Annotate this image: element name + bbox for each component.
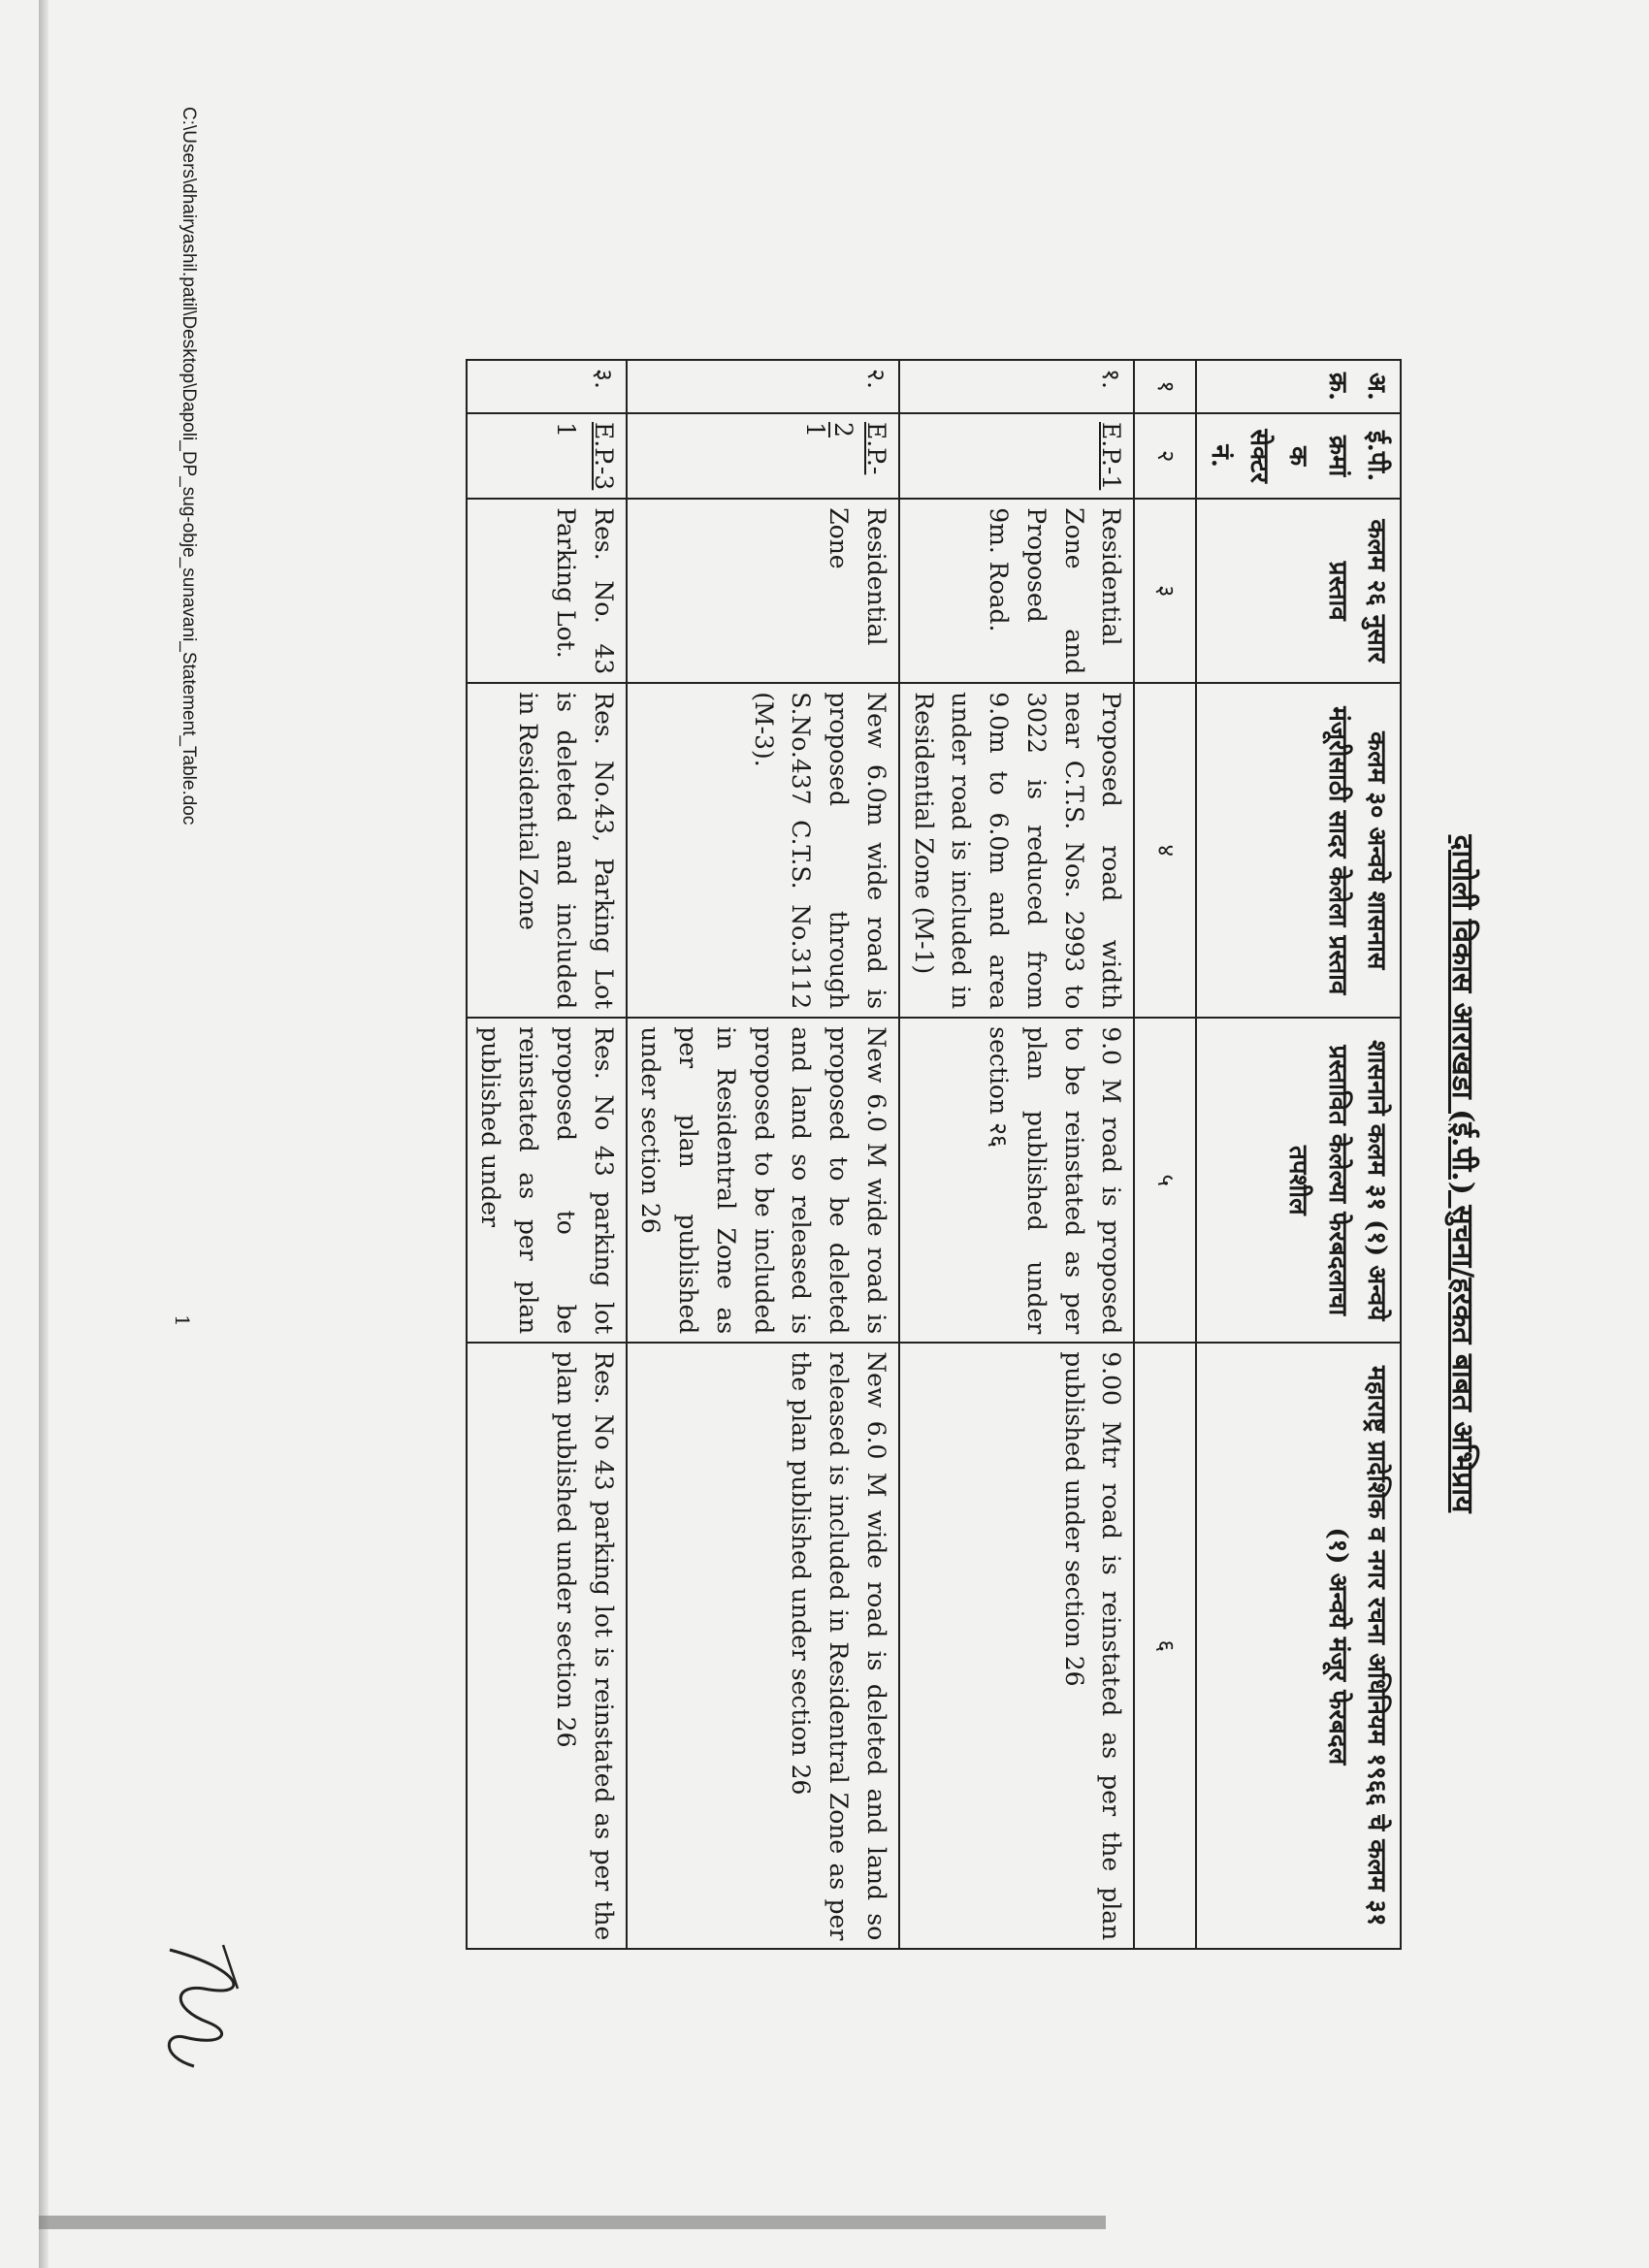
column-number: ३ (1134, 499, 1195, 683)
header-ep-no: ई.पी. क्रमां क सेक्टर नं. (1196, 413, 1401, 499)
row-sanctioned: 9.00 Mtr road is reinstated as per the plan published under section 26 (899, 1343, 1135, 1949)
statement-table (466, 359, 1402, 1950)
row-section31-proposed: 9.0 M road is proposed to be reinstated as per plan published under section २६ (899, 1018, 1135, 1343)
scan-edge-bottom (39, 2216, 1106, 2229)
table-header-row (1196, 360, 1401, 1949)
ep-label: E.P.-1 (1097, 422, 1126, 491)
row-ep-no (467, 413, 627, 499)
column-number: ६ (1134, 1343, 1195, 1949)
column-number: २ (1134, 413, 1195, 499)
table-row (627, 360, 899, 1949)
row-section30: Proposed road width near C.T.S. Nos. 2993 to 3022 is reduced from 9.0m to 6.0m and area under road is included in Residential Zone (M-1) (899, 683, 1135, 1018)
row-section26: Residential Zone and Proposed 9m. Road. (899, 499, 1135, 683)
header-sanctioned: महाराष्ट्र प्रादेशिक व नगर रचना अधिनियम १९६६ चे कलम ३१ (१) अन्वये मंजूर फेरबदल (1196, 1343, 1401, 1949)
table-row (467, 360, 627, 1949)
row-ep-no (899, 413, 1135, 499)
row-section30: Res. No.43, Parking Lot is deleted and included in Residential Zone (467, 683, 627, 1018)
row-sr-no: ३. (467, 360, 627, 413)
row-sanctioned: New 6.0 M wide road is deleted and land so released is included in Residentral Zone as per the plan published under section 26 (627, 1343, 899, 1949)
row-section31-proposed: Res. No 43 parking lot proposed to be reinstated as per plan published under (467, 1018, 627, 1343)
header-section30: कलम ३० अन्वये शासनास मंजूरीसाठी सादर केलेला प्रस्ताव (1196, 683, 1401, 1018)
row-section31-proposed: New 6.0 M wide road is proposed to be deleted and land so released is proposed to be included in Residentral Zone as per plan published under section 26 (627, 1018, 899, 1343)
document-title: दापोली विकास आराखडा (ई.पी.) सुचना/हरकत बाबत अभिप्राय (1445, 834, 1479, 1513)
ep-denominator: 1 (800, 422, 829, 437)
ep-numerator: 2 (829, 422, 858, 437)
page-number: 1 (171, 1314, 194, 1327)
signature-mark (146, 1930, 262, 2076)
ep-label: E.P.- (861, 422, 890, 475)
row-ep-no (627, 413, 899, 499)
row-sr-no: १. (899, 360, 1135, 413)
row-sr-no: २. (627, 360, 899, 413)
file-path-footer: C:\Users\dhairyashil.patil\Desktop\Dapoli_DP_sug-obje_sunavani_Statement_Table.doc (178, 107, 199, 826)
column-number: ५ (1134, 1018, 1195, 1343)
document-sheet (136, 107, 1494, 2192)
table-row (899, 360, 1135, 1949)
ep-label: E.P.-3 (589, 422, 618, 491)
header-section31-proposed: शासनाने कलम ३१ (१) अन्वये प्रस्तावित केलेल्या फेरबदलाचा तपशील (1196, 1018, 1401, 1343)
ep-subscript: 1 (551, 422, 580, 437)
column-number: १ (1134, 360, 1195, 413)
row-section26: Res. No. 43 Parking Lot. (467, 499, 627, 683)
header-section26: कलम २६ नुसार प्रस्ताव (1196, 499, 1401, 683)
header-sr-no: अ. क्र. (1196, 360, 1401, 413)
column-number-row (1134, 360, 1195, 1949)
scan-edge-left (39, 0, 48, 2268)
row-section30: New 6.0m wide road is proposed through S.No.437 C.T.S. No.3112 (M-3). (627, 683, 899, 1018)
column-number: ४ (1134, 683, 1195, 1018)
row-section26: Residential Zone (627, 499, 899, 683)
row-sanctioned: Res. No 43 parking lot is reinstated as per the plan published under section 26 (467, 1343, 627, 1949)
ep-fraction (801, 422, 857, 437)
